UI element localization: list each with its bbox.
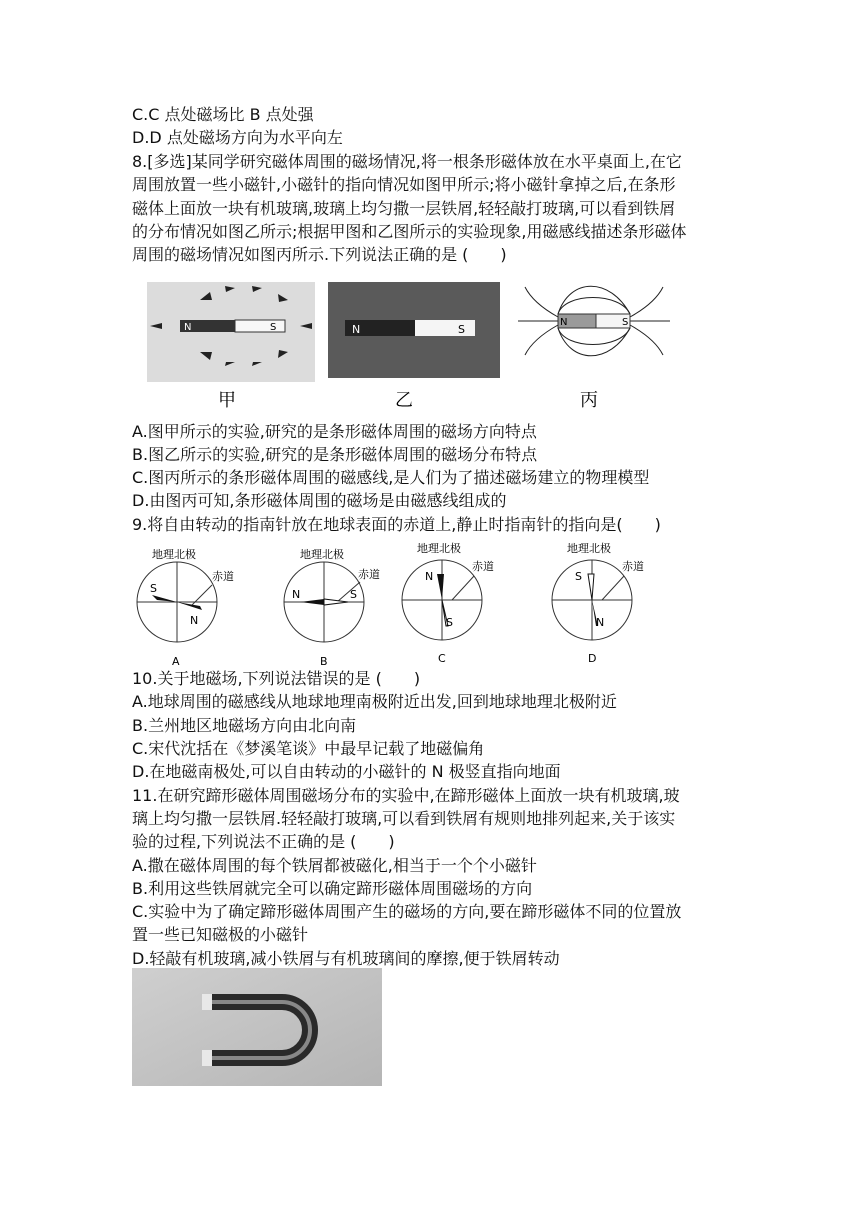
text-line: 周围放置一些小磁针,小磁针的指向情况如图甲所示;将小磁针拿掉之后,在条形 bbox=[132, 175, 676, 194]
north-pole-label: 地理北极 bbox=[417, 542, 461, 555]
text-line: D.D 点处磁场方向为水平向左 bbox=[132, 128, 343, 147]
needle-n-label: N bbox=[190, 614, 199, 627]
magnet-s-label: S bbox=[458, 323, 465, 336]
equator-label: 赤道 bbox=[622, 560, 644, 573]
magnet-n-label: N bbox=[352, 323, 361, 336]
equator-label: 赤道 bbox=[212, 570, 234, 583]
north-pole-label: 地理北极 bbox=[152, 548, 196, 561]
caption-bing: 丙 bbox=[580, 390, 598, 411]
needle-n-label: N bbox=[596, 616, 605, 629]
needle-n-label: N bbox=[425, 570, 434, 583]
north-pole-label: 地理北极 bbox=[567, 542, 611, 555]
text-line: 璃上均匀撒一层铁屑.轻轻敲打玻璃,可以看到铁屑有规则地排列起来,关于该实 bbox=[132, 809, 676, 828]
question-10-stem: 10.关于地磁场,下列说法错误的是 ( ) bbox=[132, 669, 421, 688]
option-8b: B.图乙所示的实验,研究的是条形磁体周围的磁场分布特点 bbox=[132, 445, 538, 464]
option-10b: B.兰州地区地磁场方向由北向南 bbox=[132, 716, 357, 735]
figure-8-panels bbox=[140, 262, 690, 412]
option-b-label: B bbox=[320, 655, 328, 668]
text-line: 验的过程,下列说法不正确的是 ( ) bbox=[132, 832, 395, 851]
option-11d: D.轻敲有机玻璃,减小铁屑与有机玻璃间的摩擦,便于铁屑转动 bbox=[132, 949, 560, 968]
option-10a: A.地球周围的磁感线从地球地理南极附近出发,回到地球地理北极附近 bbox=[132, 692, 617, 711]
text-line: 周围的磁场情况如图丙所示.下列说法正确的是 ( ) bbox=[132, 245, 507, 264]
option-d-label: D bbox=[588, 652, 597, 665]
needle-s-label: S bbox=[150, 582, 157, 595]
figure-9-compasses bbox=[132, 540, 672, 668]
equator-label: 赤道 bbox=[358, 568, 380, 581]
text-line: 置一些已知磁极的小磁针 bbox=[132, 925, 309, 944]
magnet-n-label: N bbox=[560, 317, 568, 328]
option-8c: C.图丙所示的条形磁体周围的磁感线,是人们为了描述磁场建立的物理模型 bbox=[132, 468, 650, 487]
north-pole-label: 地理北极 bbox=[300, 548, 344, 561]
option-c-label: C bbox=[438, 652, 446, 665]
magnet-n-label: N bbox=[184, 322, 192, 333]
option-8d: D.由图丙可知,条形磁体周围的磁场是由磁感线组成的 bbox=[132, 491, 507, 510]
question-9-stem: 9.将自由转动的指南针放在地球表面的赤道上,静止时指南针的指向是( ) bbox=[132, 515, 661, 534]
magnet-s-label: S bbox=[622, 317, 629, 328]
option-11a: A.撒在磁体周围的每个铁屑都被磁化,相当于一个个小磁针 bbox=[132, 856, 537, 875]
option-11b: B.利用这些铁屑就完全可以确定蹄形磁体周围磁场的方向 bbox=[132, 879, 533, 898]
text-line: C.C 点处磁场比 B 点处强 bbox=[132, 105, 314, 124]
needle-s-label: S bbox=[575, 570, 582, 583]
option-a-label: A bbox=[172, 655, 180, 668]
needle-n-label: N bbox=[292, 588, 301, 601]
option-10d: D.在地磁南极处,可以自由转动的小磁针的 N 极竖直指向地面 bbox=[132, 762, 561, 781]
text-line: 的分布情况如图乙所示;根据甲图和乙图所示的实验现象,用磁感线描述条形磁体 bbox=[132, 222, 687, 241]
question-11-stem: 11.在研究蹄形磁体周围磁场分布的实验中,在蹄形磁体上面放一块有机玻璃,玻 bbox=[132, 786, 680, 805]
option-8a: A.图甲所示的实验,研究的是条形磁体周围的磁场方向特点 bbox=[132, 422, 537, 441]
needle-s-label: S bbox=[446, 616, 453, 629]
figure-11-horseshoe-photo bbox=[132, 968, 382, 1086]
text-line: 磁体上面放一块有机玻璃,玻璃上均匀撒一层铁屑,轻轻敲打玻璃,可以看到铁屑 bbox=[132, 199, 676, 218]
equator-label: 赤道 bbox=[472, 560, 494, 573]
option-11c: C.实验中为了确定蹄形磁体周围产生的磁场的方向,要在蹄形磁体不同的位置放 bbox=[132, 902, 682, 921]
question-8-stem: 8.[多选]某同学研究磁体周围的磁场情况,将一根条形磁体放在水平桌面上,在它 bbox=[132, 152, 682, 171]
caption-jia: 甲 bbox=[218, 390, 236, 411]
caption-yi: 乙 bbox=[395, 390, 413, 411]
magnet-s-label: S bbox=[270, 322, 277, 333]
needle-s-label: S bbox=[350, 588, 357, 601]
option-10c: C.宋代沈括在《梦溪笔谈》中最早记载了地磁偏角 bbox=[132, 739, 485, 758]
